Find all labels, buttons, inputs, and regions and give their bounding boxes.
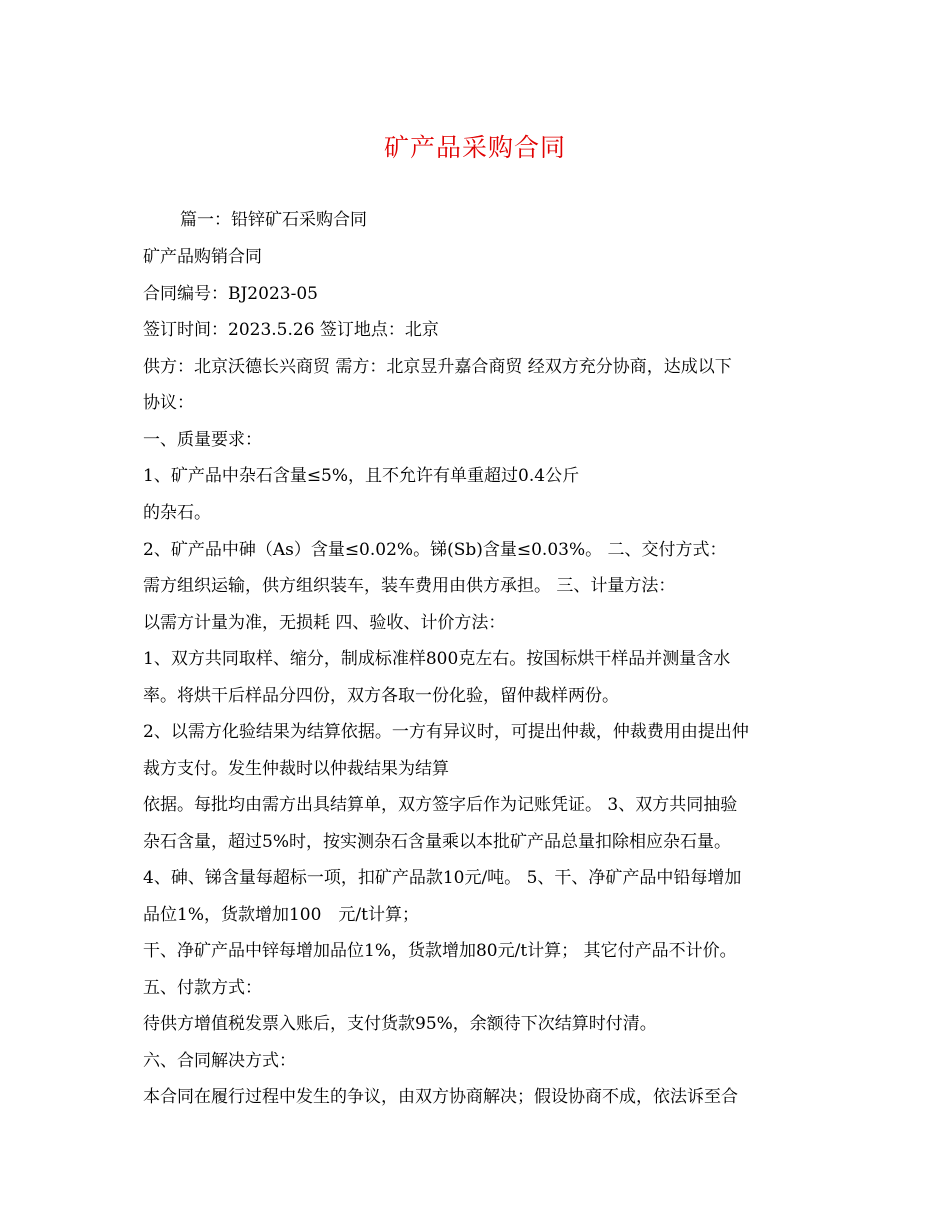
paragraph-line: 签订时间：2023.5.26 签订地点：北京 bbox=[143, 320, 439, 340]
paragraph-line: 率。将烘干后样品分四份，双方各取一份化验，留仲裁样两份。 bbox=[143, 686, 619, 706]
paragraph-line: 合同编号：BJ2023-05 bbox=[143, 284, 318, 304]
document-title: 矿产品采购合同 bbox=[383, 133, 566, 162]
paragraph-line: 干、净矿产品中锌每增加品位1%，货款增加80元/t计算； 其它付产品不计价。 bbox=[143, 941, 737, 961]
paragraph-line: 品位1%，货款增加100 元/t计算； bbox=[143, 905, 419, 925]
paragraph-line: 1、矿产品中杂石含量≤5%，且不允许有单重超过0.4公斤 bbox=[143, 466, 580, 486]
paragraph-line: 五、付款方式： bbox=[143, 978, 262, 998]
paragraph-line: 杂石含量，超过5%时，按实测杂石含量乘以本批矿产品总量扣除相应杂石量。 bbox=[143, 832, 731, 852]
paragraph-line: 的杂石。 bbox=[143, 503, 211, 523]
paragraph-line: 供方：北京沃德长兴商贸 需方：北京昱升嘉合商贸 经双方充分协商，达成以下 bbox=[143, 357, 732, 377]
paragraph-line: 待供方增值税发票入账后，支付货款95%，余额待下次结算时付清。 bbox=[143, 1014, 657, 1034]
paragraph-line: 协议： bbox=[143, 393, 194, 413]
paragraph-line: 矿产品购销合同 bbox=[143, 247, 262, 267]
paragraph-line: 一、质量要求： bbox=[143, 430, 262, 450]
paragraph-line: 2、矿产品中砷（As）含量≤0.02%。锑(Sb)含量≤0.03%。 二、交付方式： bbox=[143, 540, 727, 560]
paragraph-line: 六、合同解决方式： bbox=[143, 1051, 296, 1071]
paragraph-line: 裁方支付。发生仲裁时以仲裁结果为结算 bbox=[143, 759, 449, 779]
paragraph-line: 依据。每批均由需方出具结算单，双方签字后作为记账凭证。 3、双方共同抽验 bbox=[143, 795, 738, 815]
paragraph-line: 1、双方共同取样、缩分，制成标准样800克左右。按国标烘干样品并测量含水 bbox=[143, 649, 731, 669]
paragraph-line: 2、以需方化验结果为结算依据。一方有异议时，可提出仲裁，仲裁费用由提出仲 bbox=[143, 722, 749, 742]
paragraph-line: 4、砷、锑含量每超标一项，扣矿产品款10元/吨。 5、干、净矿产品中铅每增加 bbox=[143, 868, 742, 888]
paragraph-line: 以需方计量为准，无损耗 四、验收、计价方法： bbox=[143, 613, 506, 633]
paragraph-line-section-heading: 篇一：铅锌矿石采购合同 bbox=[180, 210, 367, 230]
paragraph-line: 需方组织运输，供方组织装车，装车费用由供方承担。 三、计量方法： bbox=[143, 576, 676, 596]
paragraph-line: 本合同在履行过程中发生的争议，由双方协商解决；假设协商不成，依法诉至合 bbox=[143, 1087, 738, 1107]
